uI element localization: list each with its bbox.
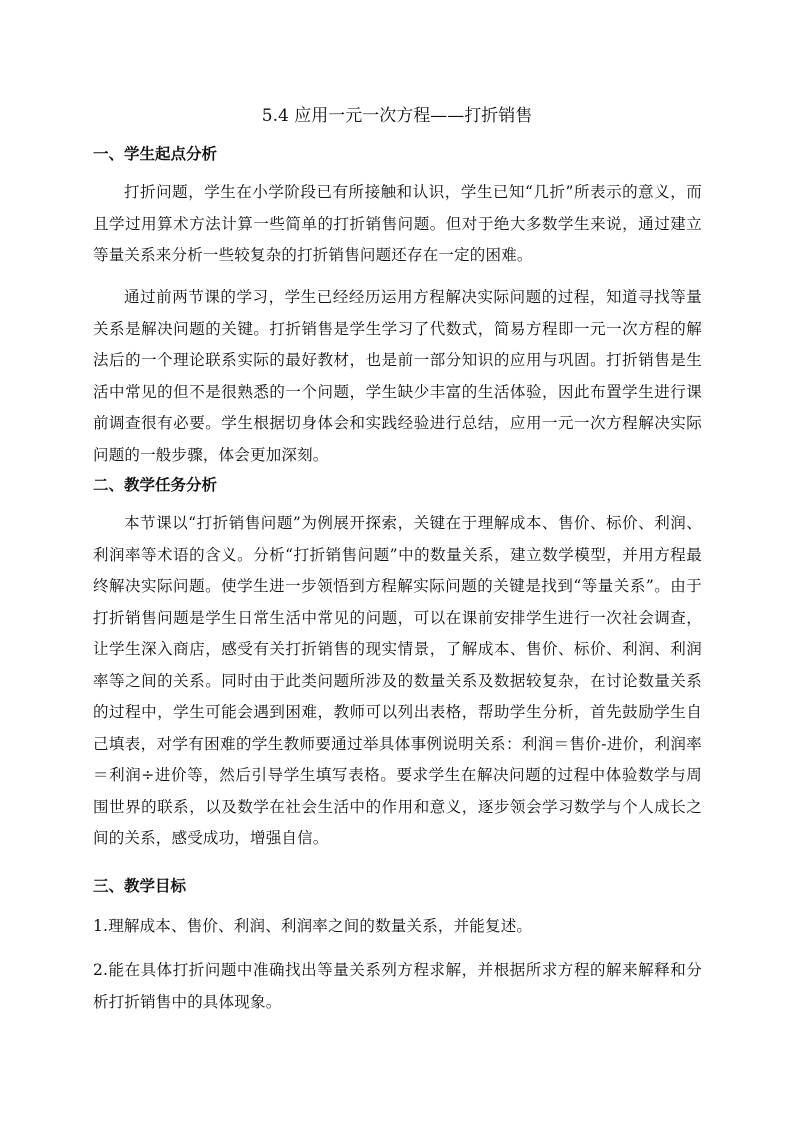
- section-heading-student-analysis: 一、学生起点分析: [93, 145, 218, 163]
- paragraph-starting-point-2: 通过前两节课的学习，学生已经经历运用方程解决实际问题的过程，知道寻找等量关系是解决问题的关键。打折销售是学生学习了代数式，简易方程即一元一次方程的解法后的一个理论联系实际的最好教材，也是前一部分知识的应用与巩固。打折销售是生活中常见的但不是很熟悉的一个问题，学生缺少丰富的生活体验，因此布置学生进行课前调查很有必要。学生根据切身体会和实践经验进行总结，应用一元一次方程解决实际问题的一般步骤，体会更加深刻。: [93, 288, 702, 464]
- paragraph-starting-point-1: 打折问题，学生在小学阶段已有所接触和认识，学生已知“几折”所表示的意义，而且学过用算术方法计算一些简单的打折销售问题。但对于绝大多数学生来说，通过建立等量关系来分析一些较复杂的打折销售问题还存在一定的困难。: [93, 183, 702, 264]
- section-heading-teaching-goals: 三、教学目标: [93, 877, 187, 895]
- document-title: 5.4 应用一元一次方程——打折销售: [261, 106, 533, 126]
- paragraph-task-analysis: 本节课以“打折销售问题”为例展开探索，关键在于理解成本、售价、标价、利润、利润率等术语的含义。分析“打折销售问题”中的数量关系，建立数学模型，并用方程最终解决实际问题。使学生进一步领悟到方程解实际问题的关键是找到“等量关系”。由于打折销售问题是学生日常生活中常见的问题，可以在课前安排学生进行一次社会调查，让学生深入商店，感受有关打折销售的现实情景，了解成本、售价、标价、利润、利润率等之间的关系。同时由于此类问题所涉及的数量关系及数据较复杂，在讨论数量关系的过程中，学生可能会遇到困难，教师可以列出表格，帮助学生分析，首先鼓励学生自己填表，对学有困难的学生教师要通过举具体事例说明关系：利润＝售价-进价，利润率＝利润÷进价等，然后引导学生填写表格。要求学生在解决问题的过程中体验数学与周围世界的联系，以及数学在社会生活中的作用和意义，逐步领会学习数学与个人成长之间的关系，感受成功，增强自信。: [93, 514, 702, 847]
- goal-item-1: 1.理解成本、售价、利润、利润率之间的数量关系，并能复述。: [93, 917, 533, 935]
- goal-item-2: 2.能在具体打折问题中准确找出等量关系列方程求解，并根据所求方程的解来解释和分析打折销售中的具体现象。: [93, 961, 702, 1011]
- section-heading-task-analysis: 二、教学任务分析: [93, 476, 218, 494]
